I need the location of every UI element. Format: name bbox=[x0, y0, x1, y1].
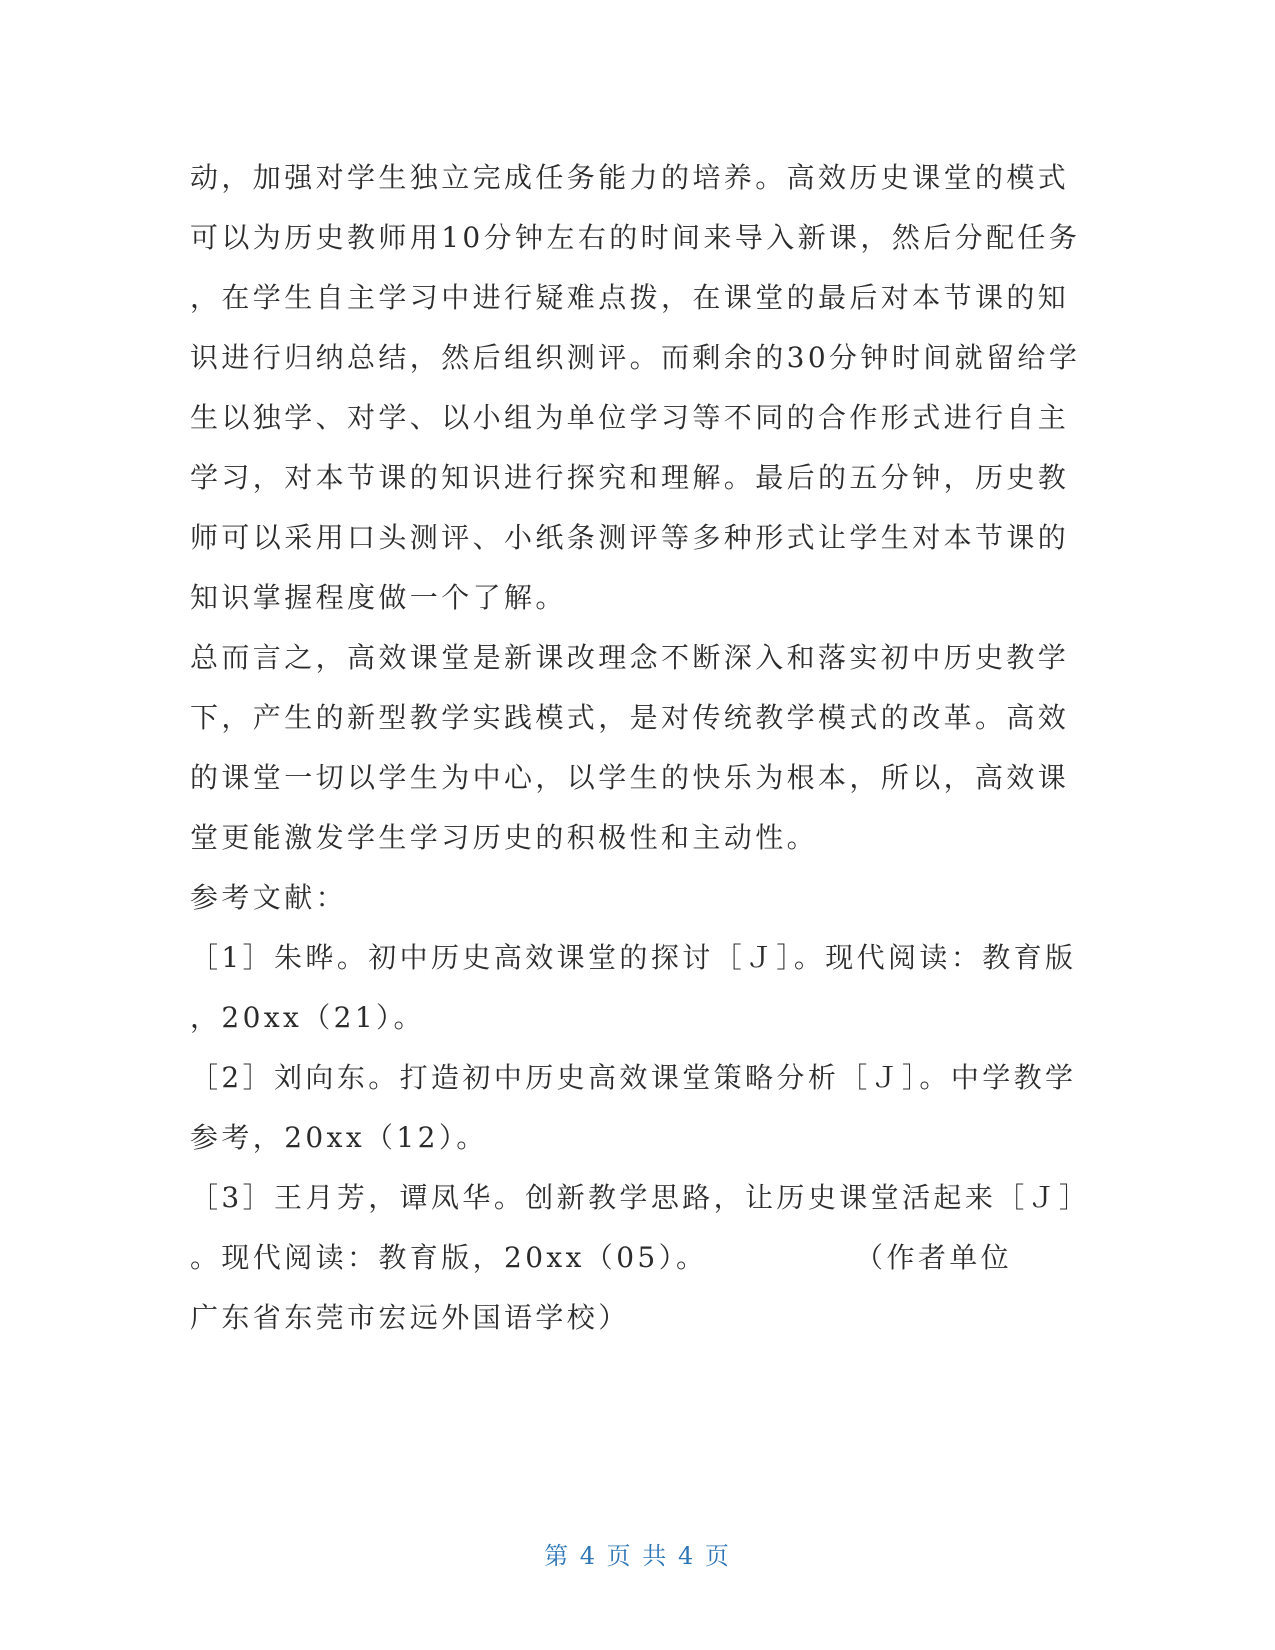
author-affiliation: 广东省东莞市宏远外国语学校） bbox=[190, 1301, 630, 1334]
reference-line: 参考，20xx（12）。 bbox=[190, 1121, 488, 1154]
text-line: 的课堂一切以学生为中心，以学生的快乐为根本，所以，高效课 bbox=[190, 761, 1070, 794]
text-line: 学习，对本节课的知识进行探究和理解。最后的五分钟，历史教 bbox=[190, 461, 1070, 494]
reference-line: ［2］刘向东。打造初中历史高效课堂策略分析［Ｊ］。中学教学 bbox=[190, 1061, 1077, 1094]
reference-line: ［1］朱晔。初中历史高效课堂的探讨［Ｊ］。现代阅读：教育版 bbox=[190, 941, 1077, 974]
text-line: ，在学生自主学习中进行疑难点拨，在课堂的最后对本节课的知 bbox=[190, 281, 1070, 314]
text-line: 生以独学、对学、以小组为单位学习等不同的合作形式进行自主 bbox=[190, 401, 1070, 434]
text-line: 识进行归纳总结，然后组织测评。而剩余的30分钟时间就留给学 bbox=[190, 341, 1081, 374]
reference-line: ［3］王月芳，谭凤华。创新教学思路，让历史课堂活起来［Ｊ］ bbox=[190, 1181, 1090, 1214]
text-line: 动，加强对学生独立完成任务能力的培养。高效历史课堂的模式 bbox=[190, 161, 1070, 194]
text-line: 堂更能激发学生学习历史的积极性和主动性。 bbox=[190, 821, 819, 854]
reference-line: 。现代阅读：教育版，20xx（05）。 （作者单位 bbox=[190, 1241, 1013, 1274]
text-line: 可以为历史教师用10分钟左右的时间来导入新课，然后分配任务 bbox=[190, 221, 1081, 254]
text-line: 下，产生的新型教学实践模式，是对传统教学模式的改革。高效 bbox=[190, 701, 1070, 734]
body-paragraph-1 bbox=[190, 148, 1090, 628]
reference-line: ，20xx（21）。 bbox=[190, 1001, 425, 1034]
body-paragraph-2 bbox=[190, 628, 1090, 868]
text-line: 师可以采用口头测评、小纸条测评等多种形式让学生对本节课的 bbox=[190, 521, 1070, 554]
page-number-footer: 第 4 页 共 4 页 bbox=[544, 1542, 731, 1570]
text-line: 总而言之，高效课堂是新课改理念不断深入和落实初中历史教学 bbox=[190, 641, 1070, 674]
page-content bbox=[190, 148, 1090, 1348]
references-heading: 参考文献： bbox=[190, 881, 348, 914]
text-line: 知识掌握程度做一个了解。 bbox=[190, 581, 567, 614]
references-section bbox=[190, 868, 1090, 1348]
